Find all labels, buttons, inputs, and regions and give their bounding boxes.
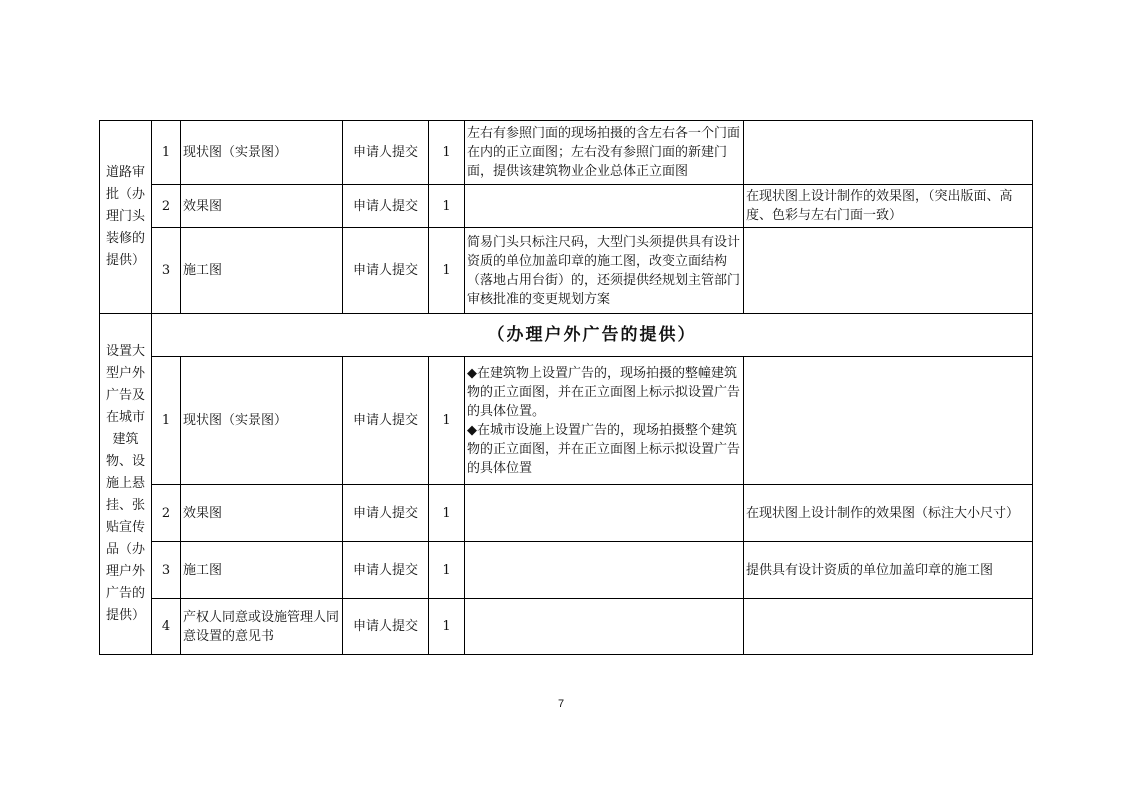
material-name: 现状图（实景图）: [181, 121, 343, 185]
materials-table: [99, 120, 1033, 655]
table-row: [100, 485, 1033, 542]
material-count: 1: [429, 121, 465, 185]
material-source: 申请人提交: [343, 599, 429, 655]
material-requirement: 左右有参照门面的现场拍摄的含左右各一个门面在内的正立面图；左右没有参照门面的新建门面，提供该建筑物业企业总体正立面图: [465, 121, 744, 185]
material-name: 产权人同意或设施管理人同意设置的意见书: [181, 599, 343, 655]
material-name: 施工图: [181, 542, 343, 599]
material-name: 施工图: [181, 228, 343, 314]
material-source: 申请人提交: [343, 185, 429, 228]
row-number: 2: [152, 185, 181, 228]
row-number: 1: [152, 357, 181, 485]
material-count: 1: [429, 542, 465, 599]
table-row: [100, 542, 1033, 599]
material-note: 提供具有设计资质的单位加盖印章的施工图: [744, 542, 1033, 599]
row-number: 1: [152, 121, 181, 185]
category-cell: 设置大型户外广告及在城市建筑物、设施上悬挂、张贴宣传品（办理户外广告的提供）: [100, 314, 152, 655]
page-number: 7: [557, 698, 565, 710]
table-row: [100, 121, 1033, 185]
row-number: 3: [152, 542, 181, 599]
material-source: 申请人提交: [343, 228, 429, 314]
table-row: [100, 228, 1033, 314]
material-requirement: 简易门头只标注尺码，大型门头须提供具有设计资质的单位加盖印章的施工图，改变立面结构（落地占用台街）的，还须提供经规划主管部门审核批准的变更规划方案: [465, 228, 744, 314]
material-note: [744, 228, 1033, 314]
material-count: 1: [429, 485, 465, 542]
table-row: [100, 599, 1033, 655]
material-requirement: [465, 599, 744, 655]
material-requirement: [465, 185, 744, 228]
table-row: [100, 185, 1033, 228]
material-name: 效果图: [181, 485, 343, 542]
material-source: 申请人提交: [343, 121, 429, 185]
material-source: 申请人提交: [343, 485, 429, 542]
material-count: 1: [429, 599, 465, 655]
material-note: 在现状图上设计制作的效果图（标注大小尺寸）: [744, 485, 1033, 542]
material-count: 1: [429, 228, 465, 314]
material-name: 现状图（实景图）: [181, 357, 343, 485]
material-source: 申请人提交: [343, 542, 429, 599]
material-name: 效果图: [181, 185, 343, 228]
material-count: 1: [429, 185, 465, 228]
row-number: 4: [152, 599, 181, 655]
table-row: [100, 314, 1033, 357]
table-row: [100, 357, 1033, 485]
row-number: 3: [152, 228, 181, 314]
category-cell: 道路审批（办理门头装修的提供）: [100, 121, 152, 314]
row-number: 2: [152, 485, 181, 542]
material-note: [744, 121, 1033, 185]
material-requirement: [465, 485, 744, 542]
material-requirement: ◆在建筑物上设置广告的，现场拍摄的整幢建筑物的正立面图，并在正立面图上标示拟设置广告的具体位置。 ◆在城市设施上设置广告的，现场拍摄整个建筑物的正立面图，并在正立面图上标示拟设置广告的具体位置: [465, 357, 744, 485]
material-count: 1: [429, 357, 465, 485]
material-requirement: [465, 542, 744, 599]
material-source: 申请人提交: [343, 357, 429, 485]
section-heading: （办理户外广告的提供）: [152, 314, 1033, 357]
material-note: [744, 599, 1033, 655]
material-note: [744, 357, 1033, 485]
material-note: 在现状图上设计制作的效果图，（突出版面、高度、色彩与左右门面一致）: [744, 185, 1033, 228]
